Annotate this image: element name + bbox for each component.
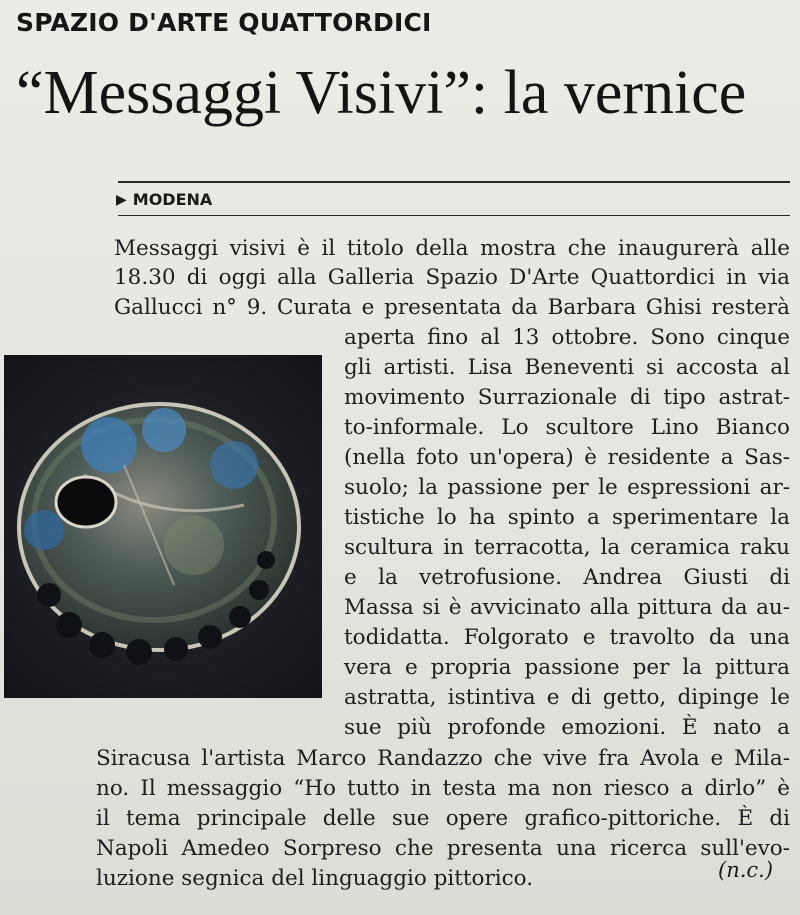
body-line: todidatta. Folgorato e travolto da una — [344, 625, 790, 650]
body-line: Messaggi visivi è il titolo della mostra che inaugurerà alle — [114, 236, 790, 261]
body-line: Napoli Amedeo Sorpreso che presenta una ricerca sull'evo- — [96, 836, 790, 861]
body-line: aperta fino al 13 ottobre. Sono cinque — [344, 325, 790, 350]
headline: “Messaggi Visivi”: la vernice — [16, 59, 747, 127]
body-line: vera e propria passione per la pittura — [344, 655, 790, 680]
body-line: scultura in terracotta, la ceramica raku — [344, 535, 790, 560]
body-line: no. Il messaggio “Ho tutto in testa ma non riesco a dirlo” è — [96, 776, 790, 801]
body-line: Siracusa l'artista Marco Randazzo che vive fra Avola e Mila- — [96, 746, 790, 771]
body-line: gli artisti. Lisa Beneventi si accosta al — [344, 355, 790, 380]
body-line: il tema principale delle sue opere grafico-pittoriche. È di — [96, 806, 790, 831]
body-line: Gallucci n° 9. Curata e presentata da Barbara Ghisi resterà — [114, 295, 790, 320]
dateline-label: MODENA — [132, 190, 213, 209]
section-kicker: SPAZIO D'ARTE QUATTORDICI — [16, 8, 432, 37]
dateline-rule-top — [118, 181, 790, 183]
triangle-marker-icon: ▶ — [116, 191, 127, 208]
body-line: movimento Surrazionale di tipo astrat- — [344, 385, 790, 410]
dateline — [116, 190, 212, 209]
dateline-rule-bottom — [118, 215, 790, 216]
body-line: tistiche lo ha spinto a sperimentare la — [344, 505, 790, 530]
body-line: e la vetrofusione. Andrea Giusti di — [344, 565, 790, 590]
artwork-photo — [4, 355, 322, 698]
author-initials: (n.c.) — [718, 858, 774, 882]
body-line: astratta, istintiva e di getto, dipinge le — [344, 685, 790, 710]
body-line: (nella foto un'opera) è residente a Sas- — [344, 445, 790, 470]
body-line: luzione segnica del linguaggio pittorico. — [96, 866, 534, 891]
body-line: 18.30 di oggi alla Galleria Spazio D'Arte Quattordici in via — [114, 265, 790, 290]
body-line: sue più profonde emozioni. È nato a — [344, 715, 790, 740]
ceramic-disc-image — [4, 355, 322, 698]
body-line: Massa si è avvicinato alla pittura da au- — [344, 595, 790, 620]
body-line: to-informale. Lo scultore Lino Bianco — [344, 415, 790, 440]
body-line: suolo; la passione per le espressioni ar- — [344, 475, 790, 500]
